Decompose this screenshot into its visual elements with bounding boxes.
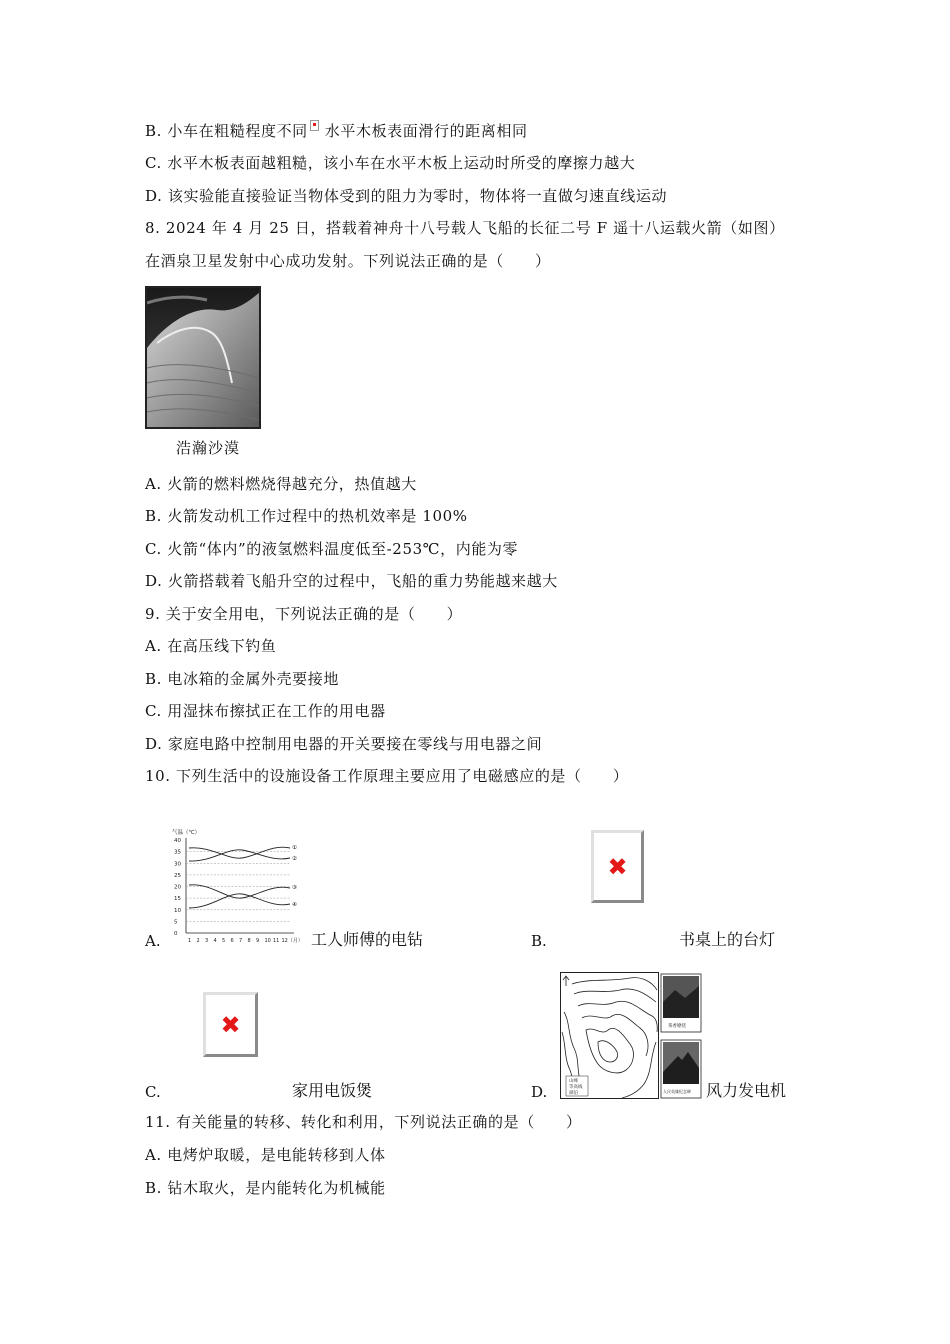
chart-x-tick: 8 (247, 938, 251, 944)
chart-x-tick: 1 (188, 938, 192, 944)
q10-option-b-text: 书桌上的台灯 (679, 930, 776, 949)
desert-photo-caption: 浩瀚沙漠 (176, 439, 241, 457)
chart-y-tick: 5 (174, 919, 178, 926)
chart-y-tick: 40 (174, 838, 181, 844)
q9-option-d: D. 家庭电路中控制用电器的开关要接在零线与用电器之间 (145, 735, 543, 753)
chart-x-tick: 11 (273, 938, 280, 944)
map-legend-lake: 湖泊 (569, 1091, 578, 1096)
chart-x-tick: 7 (239, 938, 243, 944)
chart-x-tick: 3 (205, 938, 209, 944)
q11-stem: 11. 有关能量的转移、转化和利用，下列说法正确的是（ ） (145, 1113, 582, 1131)
chart-x-tick: 10 (264, 938, 271, 944)
chart-y-tick: 25 (174, 872, 181, 879)
q10-option-a-label: A. (145, 932, 161, 950)
chart-x-tick: 4 (213, 938, 217, 944)
q8-option-c: C. 火箭“体内”的液氢燃料温度低至-253℃，内能为零 (145, 540, 519, 558)
q7-option-d: D. 该实验能直接验证当物体受到的阻力为零时，物体将一直做匀速直线运动 (145, 187, 668, 205)
chart-y-tick: 35 (174, 849, 181, 856)
chart-series-3 (189, 885, 290, 898)
q9-stem: 9. 关于安全用电，下列说法正确的是（ ） (145, 605, 463, 623)
chart-series-marker-1: ① (292, 845, 297, 851)
chart-x-tick: 9 (256, 938, 260, 944)
missing-image-c (203, 992, 258, 1057)
q7-option-b: B. 小车在粗糙程度不同 水平木板表面滑行的距离相同 (145, 122, 528, 140)
q8-stem-line2: 在酒泉卫星发射中心成功发射。下列说法正确的是（ ） (145, 252, 551, 270)
q10-option-d-label: D. (531, 1083, 548, 1101)
q10-option-c-label: C. (145, 1083, 161, 1101)
temperature-chart-graphic (172, 828, 304, 946)
map-legend-peak: 山峰 (569, 1079, 578, 1084)
chart-series-marker-4: ④ (292, 902, 297, 908)
map-photo-caption-1: 茶香缭绕 (668, 1024, 686, 1029)
desert-photo (145, 286, 261, 429)
map-photo-caption-2: 人民英雄纪念碑 (663, 1089, 691, 1094)
chart-y-tick: 10 (174, 907, 181, 914)
chart-y-tick: 20 (174, 884, 181, 891)
desert-photo-graphic (147, 288, 259, 427)
map-legend-contour: 等高线 (569, 1085, 583, 1090)
q8-stem-line1: 8. 2024 年 4 月 25 日，搭载着神舟十八号载人飞船的长征二号 F 遥十八运载火箭（如图） (145, 219, 785, 237)
chart-series-marker-2: ② (292, 856, 297, 862)
q10-option-b-label: B. (531, 932, 547, 950)
chart-series-4 (189, 894, 290, 908)
temperature-chart-image (172, 828, 304, 946)
q9-option-c: C. 用湿抹布擦拭正在工作的用电器 (145, 702, 386, 720)
q8-option-a: A. 火箭的燃料燃烧得越充分，热值越大 (145, 475, 417, 493)
contour-map-image (560, 972, 703, 1100)
q8-option-b: B. 火箭发动机工作过程中的热机效率是 100% (145, 507, 468, 525)
q9-option-a: A. 在高压线下钓鱼 (145, 637, 277, 655)
q9-option-b: B. 电冰箱的金属外壳要接地 (145, 670, 339, 688)
q10-option-a-text: 工人师傅的电钻 (311, 930, 424, 949)
chart-y-tick: 15 (174, 896, 181, 903)
broken-image-icon (310, 120, 319, 131)
missing-image-b (591, 830, 644, 903)
chart-axis-label: 气温（℃） (172, 830, 201, 836)
chart-series-marker-3: ③ (292, 885, 297, 891)
chart-y-tick: 0 (174, 931, 178, 937)
q11-option-b: B. 钻木取火，是内能转化为机械能 (145, 1179, 386, 1197)
q11-option-a: A. 电烤炉取暖，是电能转移到人体 (145, 1146, 386, 1164)
chart-x-tick: 5 (222, 938, 226, 944)
q7-option-c: C. 水平木板表面越粗糙，该小车在水平木板上运动时所受的摩擦力越大 (145, 154, 636, 172)
chart-x-tick: 6 (230, 938, 234, 944)
missing-image-x-icon: ✖ (220, 1010, 241, 1039)
q10-option-d-text: 风力发电机 (706, 1081, 787, 1100)
q10-stem: 10. 下列生活中的设施设备工作原理主要应用了电磁感应的是（ ） (145, 767, 629, 785)
contour-map-graphic (560, 972, 703, 1100)
chart-x-tick: 12（月） (281, 938, 303, 944)
chart-x-tick: 2 (196, 938, 200, 944)
missing-image-x-icon: ✖ (607, 852, 628, 881)
chart-series-1 (189, 847, 290, 858)
q10-option-c-text: 家用电饭煲 (292, 1081, 373, 1100)
chart-y-tick: 30 (174, 861, 181, 868)
q8-option-d: D. 火箭搭载着飞船升空的过程中，飞船的重力势能越来越大 (145, 572, 558, 590)
